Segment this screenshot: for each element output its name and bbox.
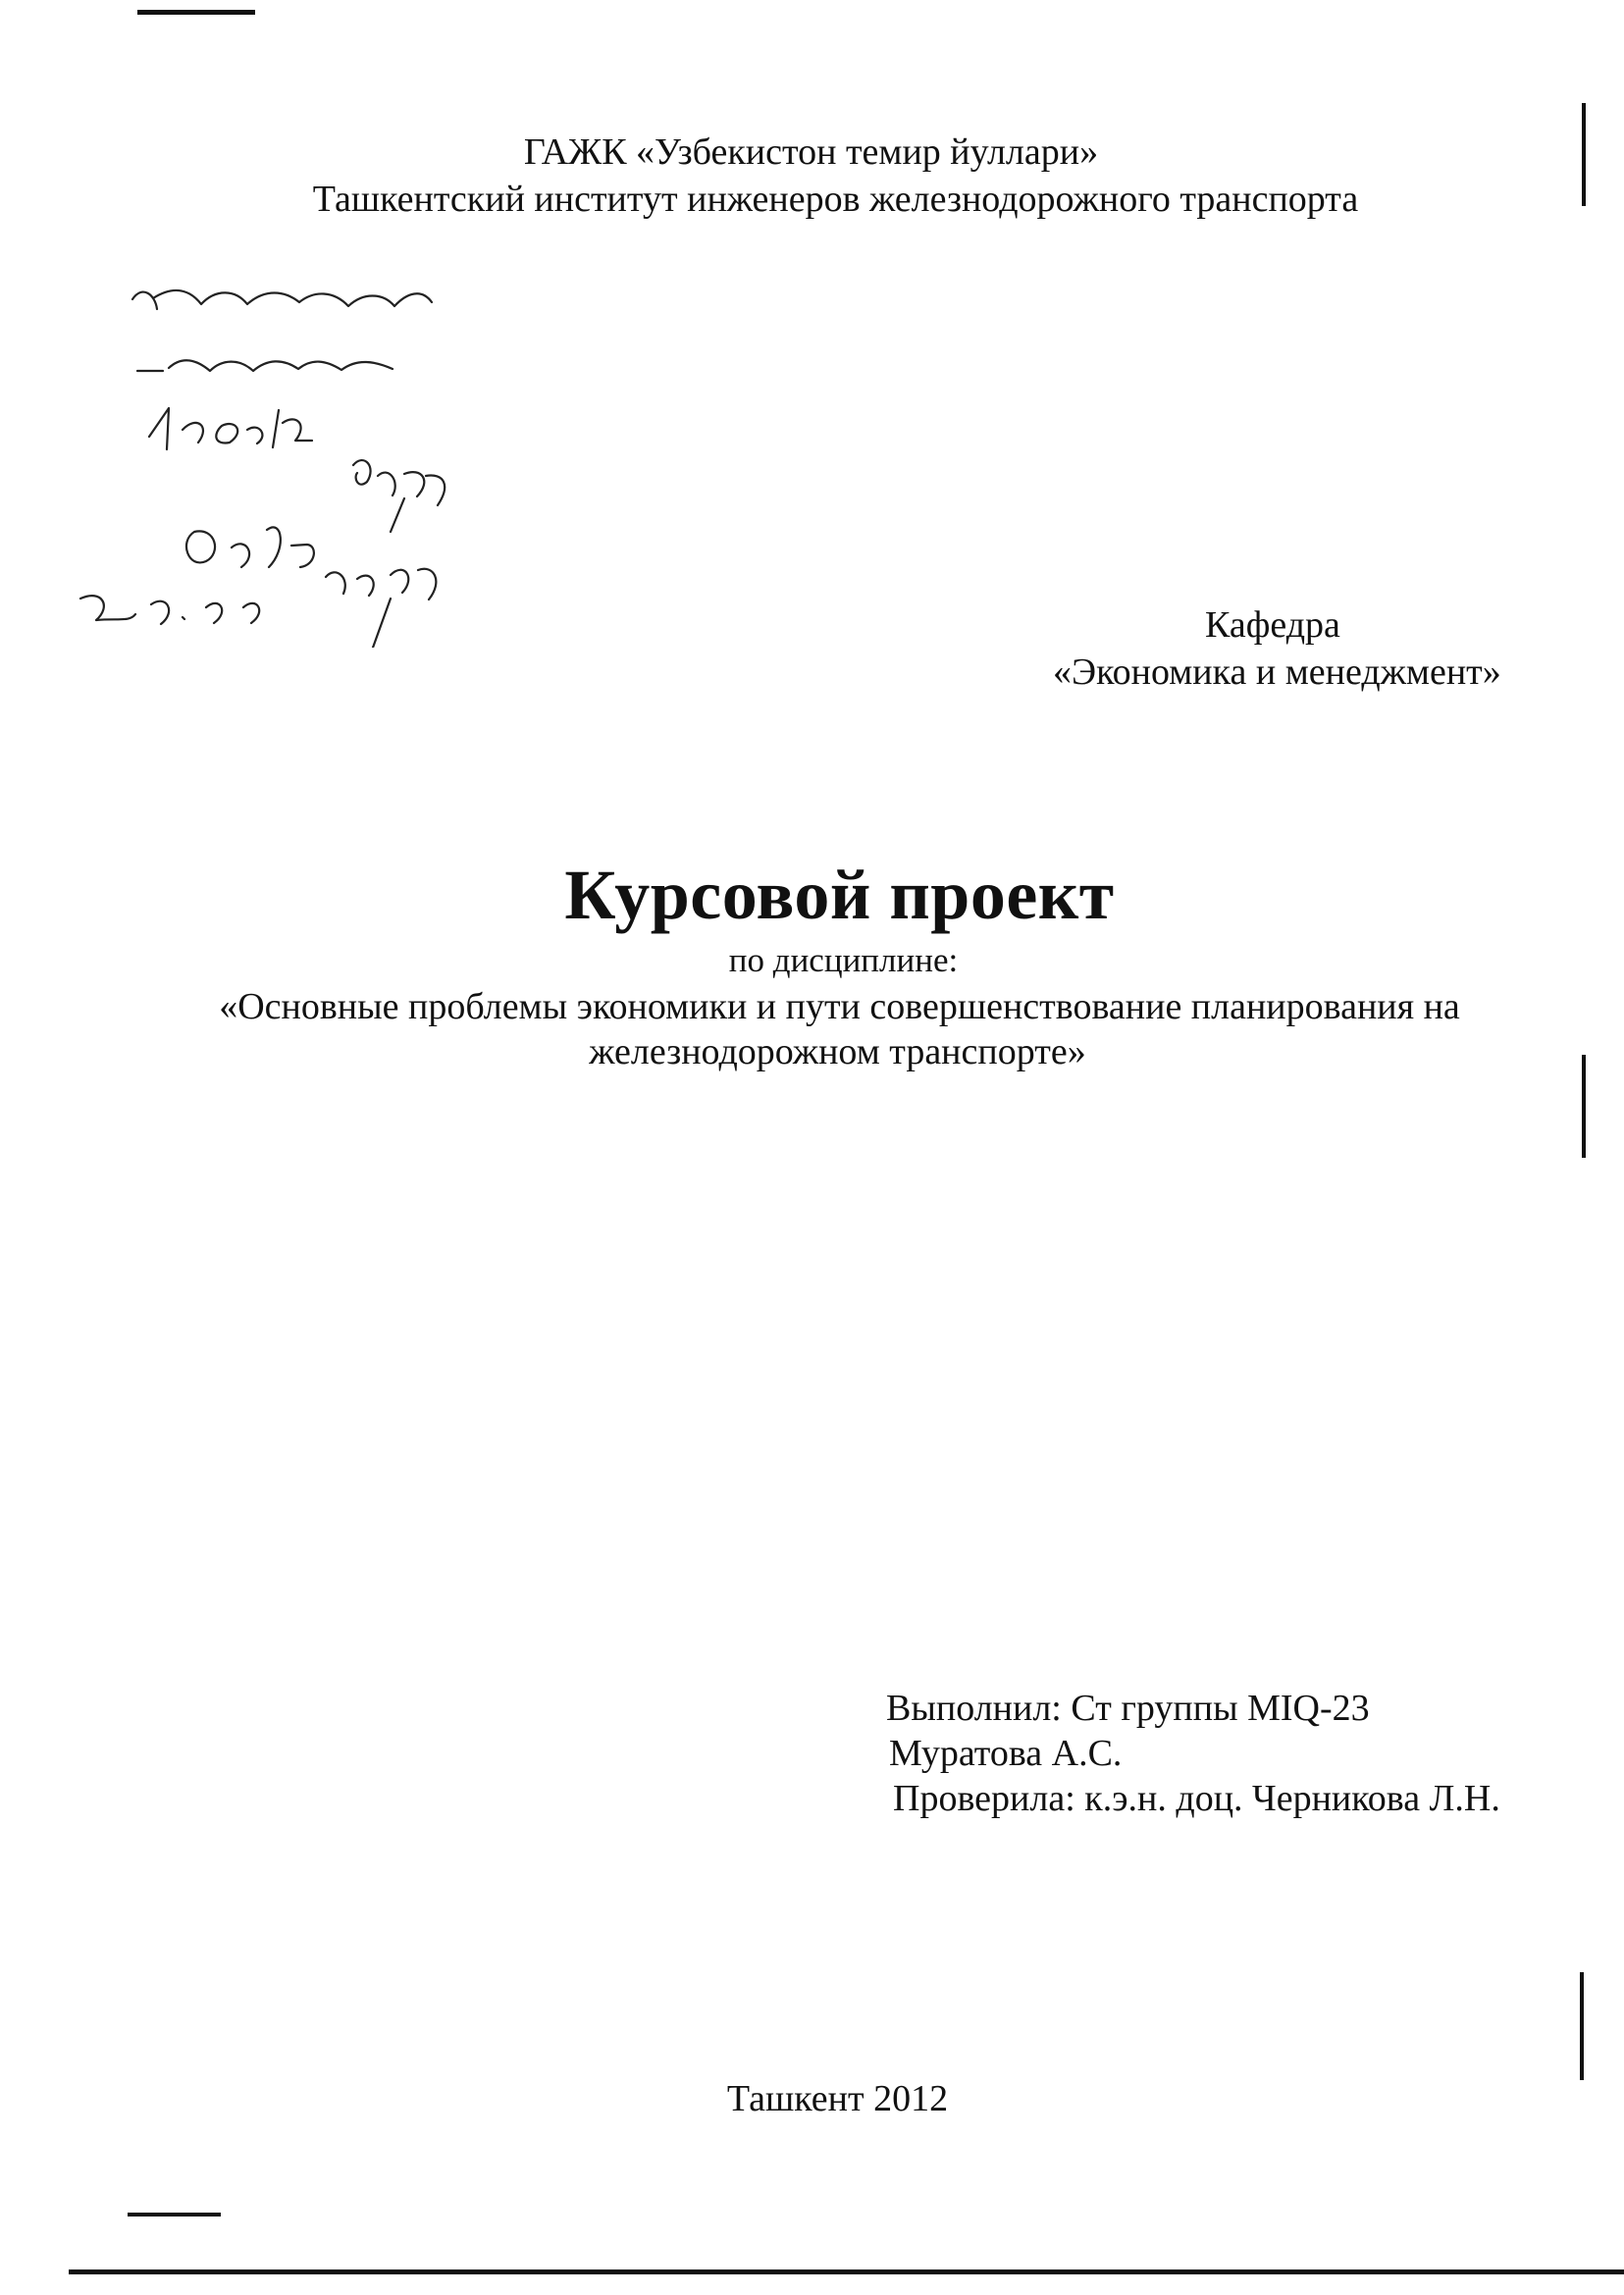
performed-by: Выполнил: Ст группы MIQ-23 (886, 1688, 1370, 1729)
department-name: «Экономика и менеджмент» (1053, 652, 1501, 693)
organization-name: ГАЖК «Узбекистон темир йуллари» (523, 131, 1099, 173)
scan-mark-bottom-line (69, 2269, 1624, 2274)
checked-by: Проверила: к.э.н. доц. Черникова Л.Н. (893, 1778, 1500, 1819)
scan-mark-right-3 (1580, 1972, 1584, 2080)
city-year: Ташкент 2012 (726, 2078, 949, 2119)
student-name: Муратова А.С. (889, 1733, 1123, 1774)
subject-prefix: по дисциплине: (728, 941, 959, 979)
department-label: Кафедра (1205, 604, 1340, 646)
handwritten-approval-annotation (59, 275, 471, 648)
subject-topic-line-2: железнодорожном транспорте» (589, 1031, 1086, 1072)
subject-topic-line-1: «Основные проблемы экономики и пути совершенствование планирования на (219, 986, 1460, 1027)
scan-mark-bottom-short (128, 2213, 221, 2217)
scan-mark-top (137, 10, 255, 15)
institute-name: Ташкентский институт инженеров железнодорожного транспорта (312, 179, 1359, 220)
document-title: Курсовой проект (564, 856, 1115, 934)
